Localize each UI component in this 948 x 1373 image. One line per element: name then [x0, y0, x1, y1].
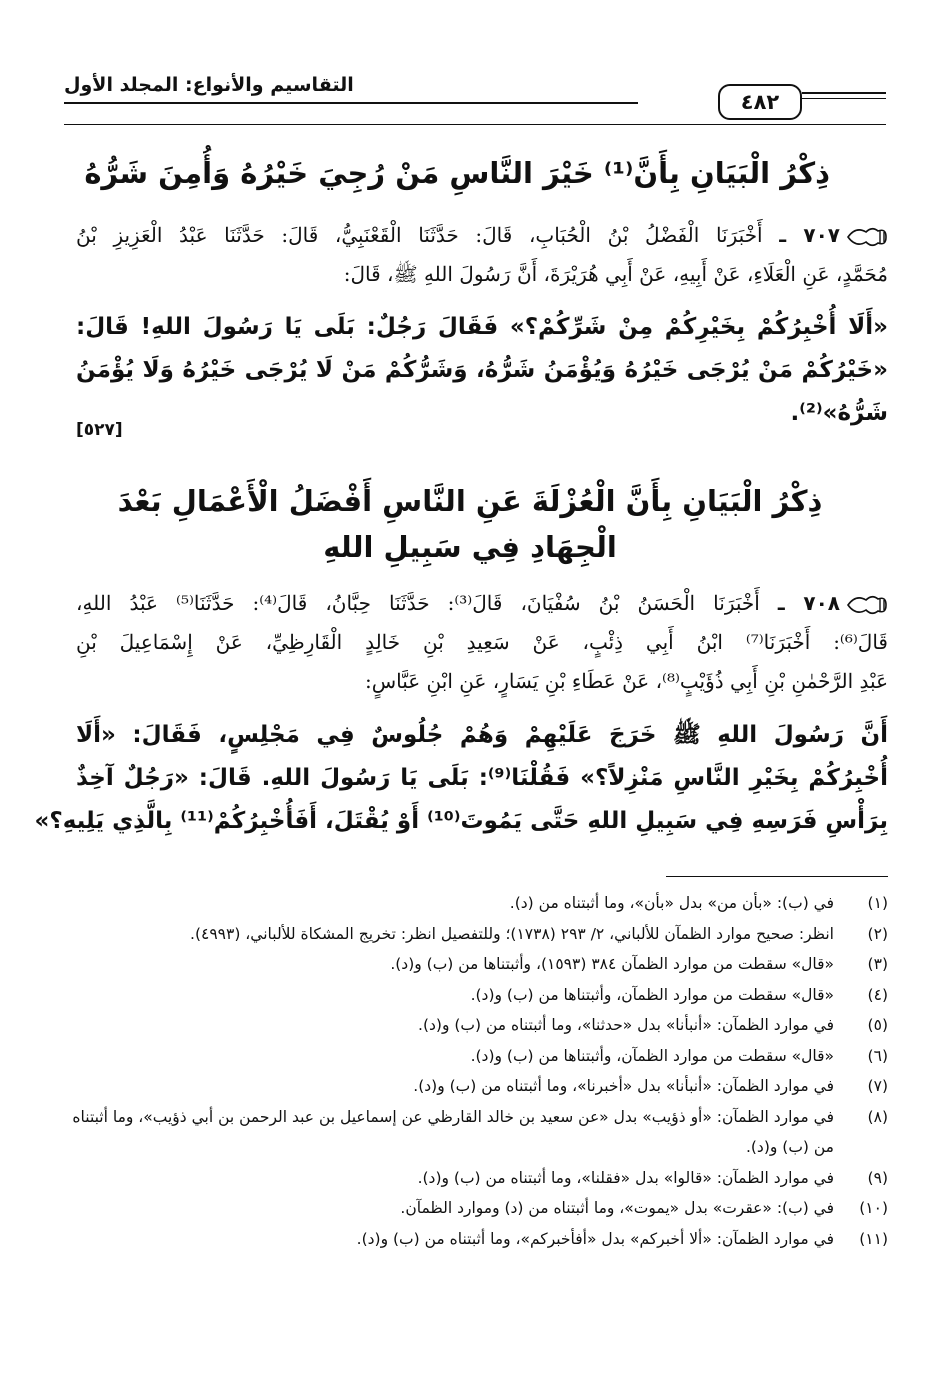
footnote-number: (٦): [867, 1046, 888, 1065]
header-underline: [64, 124, 886, 125]
footnote-text: في (ب): «عقرت» بدل «يموت»، وما أثبتناه من (د) وموارد الظمآن.: [400, 1199, 834, 1217]
footnote-number: (١١): [859, 1229, 888, 1248]
footnote-item: [60, 980, 888, 1011]
hadith-707-matn: [76, 306, 888, 435]
footnote-text: «قال» سقطت من موارد الظمآن، وأثبتناها من (ب) و(د).: [470, 985, 834, 1004]
isnad-line: أَخْبَرَنَا الْفَضْلُ بْنُ الْحُبَابِ، قَالَ: حَدَّثَنَا الْقَعْنَبِيُّ، قَالَ: حَدَّثَنَا عَبْدُ الْعَزِيزِ بْنُ: [76, 223, 763, 247]
reference-number: [٥٢٧]: [76, 420, 123, 440]
footnote-text: في موارد الظمآن: «أنبأنا» بدل «حدثنا»، وما أثبتناه من (ب) و(د).: [418, 1016, 834, 1034]
header-rule-right-top: [802, 92, 886, 94]
footnote-text: في موارد الظمآن: «أو ذؤيب» بدل «عن سعيد بن خالد القارظي عن إسماعيل بن عبد الرحمن بن أبي ذؤيب»، وما أثبتناه من (ب) و(د).: [72, 1107, 834, 1156]
isnad-line: عَبْدِ الرَّحْمٰنِ بْنِ أَبِي ذُؤَيْبٍ⁽⁸⁾، عَنْ عَطَاءِ بْنِ يَسَارٍ، عَنِ ابْنِ عَبَّاسٍ:: [364, 669, 888, 693]
footnote-number: (٥): [867, 1016, 888, 1034]
footnote-item: [60, 1102, 888, 1163]
page-header: [64, 66, 886, 128]
matn-line: أَنَّ رَسُولَ اللهِ ﷺ خَرَجَ عَلَيْهِمْ وَهُمْ جُلُوسٌ فِي مَجْلِسٍ، فَقَالَ: «أَلَا: [76, 722, 888, 748]
footnote-text: «قال» سقطت من موارد الظمآن، وأثبتناها من (ب) و(د).: [470, 1046, 834, 1065]
footnote-item: [60, 1224, 888, 1255]
hadith-707-isnad: [76, 216, 888, 294]
hadith-708-isnad: [76, 584, 888, 701]
matn-line: شَرُّهُ»⁽²⁾.: [790, 400, 888, 426]
footnote-item: [60, 1041, 888, 1072]
footnote-item: [60, 1163, 888, 1194]
footnotes: [60, 888, 888, 1254]
footnote-text: «قال» سقطت من موارد الظمآن ٣٨٤ (١٥٩٣)، وأثبتناها من (ب) و(د).: [390, 955, 834, 973]
footnote-number: (٤): [867, 985, 888, 1004]
footnote-text: في موارد الظمآن: «أنبأنا» بدل «أخبرنا»، وما أثبتناه من (ب) و(د).: [413, 1077, 834, 1095]
running-title: التقاسيم والأنواع: المجلد الأول: [64, 74, 354, 96]
footnote-text: في موارد الظمآن: «قالوا» بدل «فقلنا»، وما أثبتناه من (ب) و(د).: [417, 1168, 834, 1187]
hadith-ornament-icon: [846, 224, 888, 250]
hadith-ornament-icon: [846, 592, 888, 618]
isnad-line: قَالَ⁽⁶⁾: أَخْبَرَنَا⁽⁷⁾ ابْنُ أَبِي ذِئْبٍ، عَنْ سَعِيدِ بْنِ خَالِدٍ الْقَارِظِيِّ، عَنْ إِسْمَاعِيلَ بْنِ: [76, 630, 888, 654]
section-heading-2-line-2: الْجِهَادِ فِي سَبِيلِ اللهِ: [323, 530, 617, 564]
footnote-text: في موارد الظمآن: «ألا أخبركم» بدل «أفأخبركم»، وما أثبتناه من (ب) و(د).: [356, 1229, 834, 1248]
footnote-number: (٣): [867, 955, 888, 973]
footnote-item: [60, 1071, 888, 1102]
isnad-line: مُحَمَّدٍ، عَنِ الْعَلَاءِ، عَنْ أَبِيهِ، عَنْ أَبِي هُرَيْرَةَ، أَنَّ رَسُولَ اللهِ ﷺ، قَالَ:: [343, 262, 888, 286]
footnote-item: [60, 888, 888, 919]
footnote-item: [60, 919, 888, 950]
hadith-number-707: ٧٠٧ ـ: [779, 223, 840, 247]
matn-line: «أَلَا أُخْبِرُكُمْ بِخَيْرِكُمْ مِنْ شَرِّكُمْ؟» فَقَالَ رَجُلٌ: بَلَى يَا رَسُولَ اللهِ! قَالَ:: [76, 314, 888, 340]
matn-line: بِرَأْسِ فَرَسِهِ فِي سَبِيلِ اللهِ حَتَّى يَمُوتَ⁽¹⁰⁾ أَوْ يُقْتَلَ، أَفَأُخْبِرُكُمْ⁽¹¹⁾ بِالَّذِي يَلِيهِ؟»: [34, 808, 888, 834]
footnote-number: (٧): [867, 1077, 888, 1095]
matn-line: «خَيْرُكُمْ مَنْ يُرْجَى خَيْرُهُ وَيُؤْمَنُ شَرُّهُ، وَشَرُّكُمْ مَنْ لَا يُرْجَى خَيْرُهُ وَلَا يُؤْمَنُ: [76, 357, 888, 383]
footnote-number: (٢): [867, 924, 888, 943]
footnote-separator: [666, 876, 888, 877]
header-rule-right-bottom: [802, 98, 886, 99]
footnote-text: في (ب): «بأن من» بدل «بأن»، وما أثبتناه من (د).: [509, 894, 834, 912]
hadith-number-708: ٧٠٨ ـ: [777, 591, 840, 615]
footnote-item: [60, 1010, 888, 1041]
footnote-text: انظر: صحيح موارد الظمآن للألباني، ٢/ ٢٩٣ (١٧٣٨)؛ وللتفصيل انظر: تخريج المشكاة للألباني، (٤٩٩٣).: [190, 924, 834, 943]
section-heading-1: ذِكْرُ الْبَيَانِ بِأَنَّ⁽¹⁾ خَيْرَ النَّاسِ مَنْ رُجِيَ خَيْرُهُ وَأُمِنَ شَرُّهُ: [84, 156, 830, 190]
footnote-number: (٨): [867, 1107, 888, 1126]
header-rule-left: [64, 102, 638, 104]
page-number: ٤٨٢: [718, 84, 802, 120]
hadith-708-matn: [34, 714, 888, 843]
matn-line: أُخْبِرُكُمْ بِخَيْرِ النَّاسِ مَنْزِلاً؟» فَقُلْنَا⁽⁹⁾: بَلَى يَا رَسُولَ اللهِ. قَالَ: «رَجُلٌ آخِذٌ: [76, 765, 888, 791]
isnad-line: أَخْبَرَنَا الْحَسَنُ بْنُ سُفْيَانَ، قَالَ⁽³⁾: حَدَّثَنَا حِبَّانُ، قَالَ⁽⁴⁾: حَدَّثَنَا⁽⁵⁾ عَبْدُ اللهِ،: [76, 591, 760, 615]
footnote-number: (١): [867, 894, 888, 912]
footnote-item: [60, 949, 888, 980]
footnote-number: (١٠): [859, 1199, 888, 1217]
footnote-item: [60, 1193, 888, 1224]
section-heading-2-line-1: ذِكْرُ الْبَيَانِ بِأَنَّ الْعُزْلَةَ عَنِ النَّاسِ أَفْضَلُ الْأَعْمَالِ بَعْدَ: [117, 484, 823, 518]
footnote-number: (٩): [867, 1168, 888, 1187]
